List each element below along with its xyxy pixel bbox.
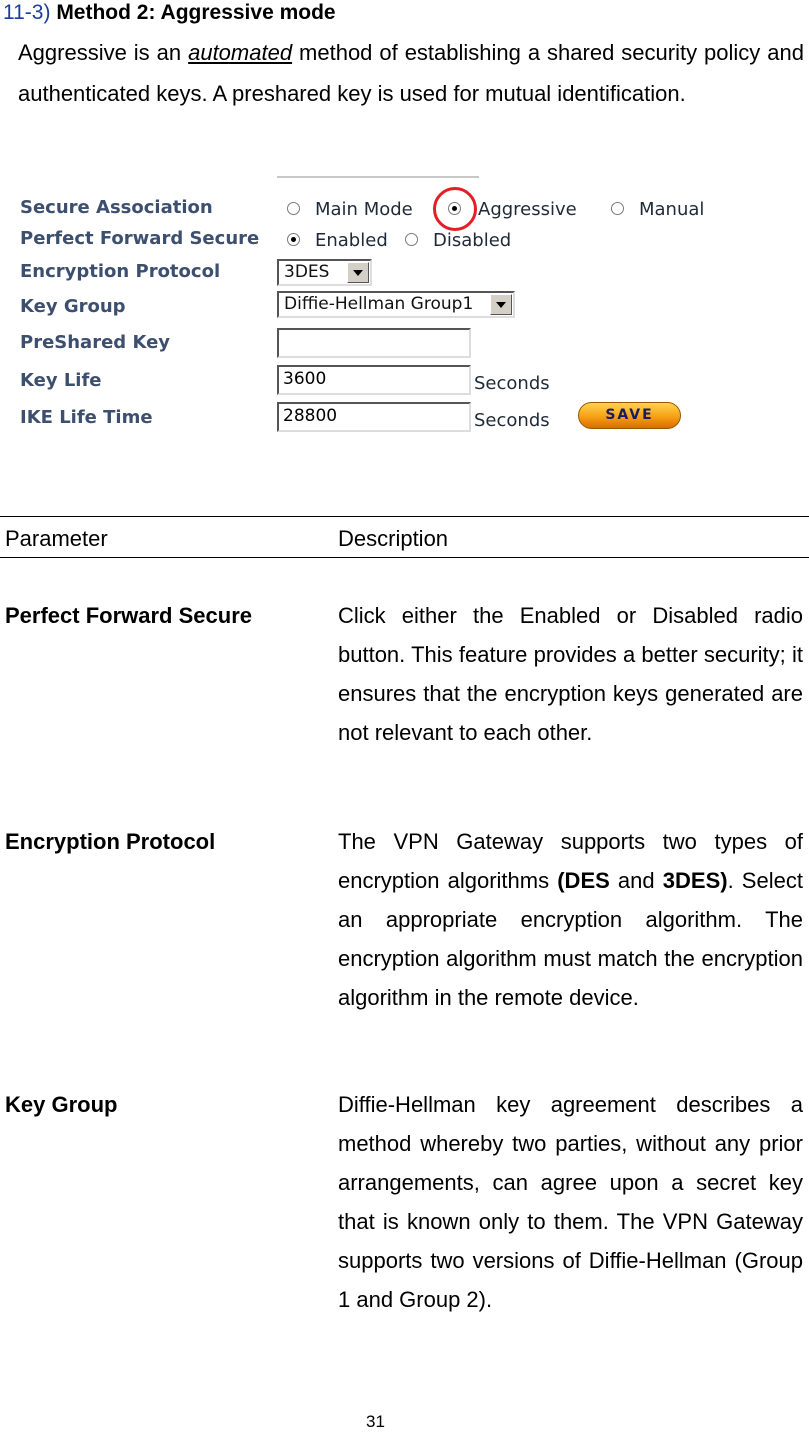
key-life-unit: Seconds [474,373,550,394]
section-number: 11-3) [3,1,51,24]
intro-emphasis: automated [188,40,293,65]
perfect-forward-secure-label: Perfect Forward Secure [20,228,260,249]
dropdown-arrow-icon[interactable] [490,294,512,315]
param-encryption-protocol: Encryption Protocol [5,829,216,854]
ike-life-time-input[interactable]: 28800 [277,402,471,432]
key-group-value: Diffie-Hellman Group1 [284,294,474,314]
desc-encryption-des: (DES [557,868,610,893]
key-group-select[interactable] [277,291,515,318]
desc-perfect-forward-secure-text: Click either the Enabled or Disabled radio button. This feature provides a better security; it ensures that the encryption keys generated are not relevant to each other. [338,603,803,745]
screenshot-top-edge [277,176,479,178]
desc-encryption-part-c: . Select an appropriate encryption algorithm. The encryption algorithm must match the encryption algorithm in the remote device. [338,868,803,1010]
ike-settings-screenshot [15,176,715,436]
key-life-label: Key Life [20,370,102,391]
intro-paragraph [18,32,804,114]
param-key-group: Key Group [5,1092,118,1117]
key-group-label: Key Group [20,296,126,317]
param-perfect-forward-secure: Perfect Forward Secure [5,603,252,628]
encryption-protocol-value: 3DES [284,262,330,282]
parameter-header: Parameter [5,526,108,551]
preshared-key-input[interactable] [277,328,471,358]
manual-radio[interactable] [611,202,624,215]
highlight-circle [433,187,477,231]
save-button[interactable]: SAVE [578,402,681,429]
section-title: Method 2: Aggressive mode [56,1,336,24]
main-mode-radio[interactable] [287,202,300,215]
pfs-disabled-label: Disabled [433,230,512,251]
desc-key-group [338,1085,803,1319]
aggressive-label: Aggressive [478,199,577,220]
table-header-rule [0,557,809,558]
section-heading [3,0,336,26]
pfs-enabled-radio[interactable] [287,233,300,246]
pfs-enabled-label: Enabled [315,230,388,251]
desc-encryption-part-a: The VPN Gateway supports two types of encryption algorithms [338,829,803,893]
desc-encryption-protocol [338,822,803,1017]
desc-perfect-forward-secure [338,596,803,752]
main-mode-label: Main Mode [315,199,413,220]
secure-association-label: Secure Association [20,197,213,218]
key-life-input[interactable]: 3600 [277,365,471,395]
page-number: 31 [366,1412,385,1431]
preshared-key-label: PreShared Key [20,332,171,353]
desc-encryption-3des: 3DES) [662,868,728,893]
table-top-rule [0,516,809,517]
ike-life-unit: Seconds [474,410,550,431]
desc-encryption-and: and [617,868,655,893]
ike-life-time-label: IKE Life Time [20,407,153,428]
intro-lead: Aggressive is an [18,40,182,65]
desc-key-group-text: Diffie-Hellman key agreement describes a method whereby two parties, without any prior arrangements, can agree upon a secret key that is known only to them. The VPN Gateway supports two versions of Diffie-Hellman (Group 1 and Group 2). [338,1092,803,1312]
encryption-protocol-label: Encryption Protocol [20,261,221,282]
manual-label: Manual [639,199,705,220]
pfs-disabled-radio[interactable] [405,233,418,246]
intro-rest: method of establishing a shared security policy and authenticated keys. A preshared key is used for mutual identification. [18,40,804,106]
encryption-protocol-select[interactable] [277,259,372,286]
dropdown-arrow-icon[interactable] [347,262,369,283]
description-header: Description [338,526,449,551]
